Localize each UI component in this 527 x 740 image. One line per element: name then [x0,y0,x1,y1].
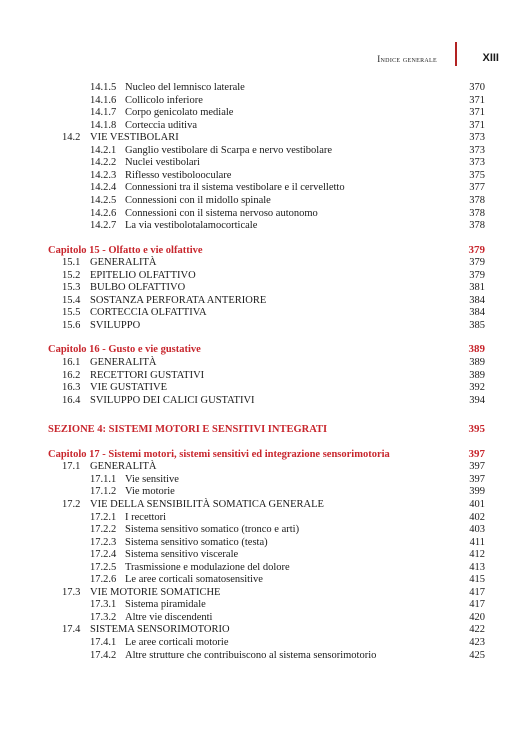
toc-entry-row[interactable] [0,131,527,144]
toc-entry-title: VIE MOTORIE SOMATICHE [90,586,221,598]
toc-entry-page: 379 [468,243,485,256]
toc-entry-page: 399 [469,486,485,498]
toc-entry-title: La via vestibolotalamocorticale [125,220,258,232]
toc-entry-title: GENERALITÀ [90,357,157,368]
toc-entry-title: GENERALITÀ [90,257,157,269]
toc-entry-number: 15.5 [62,307,81,319]
toc-entry-title: SISTEMA SENSORIMOTORIO [90,624,230,636]
toc-entry-page: 385 [469,319,485,331]
toc-entry-number: 16.4 [62,394,81,406]
toc-entry-number: 15.4 [62,294,81,306]
toc-entry-title: Corteccia uditiva [125,119,198,131]
toc-entry-title: SVILUPPO [90,319,141,331]
toc-entry-title: Altre strutture che contribuiscono al sistema sensorimotorio [125,649,377,661]
toc-entry-title: Ganglio vestibolare di Scarpa e nervo vestibolare [125,144,333,156]
toc-entry-row[interactable] [0,586,527,599]
toc-entry-row[interactable] [0,611,527,624]
toc-entry-number: 17.4 [62,624,81,636]
toc-entry-number: 17.4.2 [90,649,117,661]
toc-heading-row[interactable] [0,448,527,461]
toc-entry-page: 392 [469,382,485,394]
toc-entry-row[interactable] [0,523,527,536]
toc-entry-row[interactable] [0,623,527,636]
toc-entry-page: 402 [469,511,485,523]
toc-entry-page: 420 [469,611,485,623]
toc-entry-number: 14.2.1 [90,144,117,156]
toc-entry-page: 378 [469,220,485,232]
toc-entry-page: 395 [468,423,485,436]
toc-entry-row[interactable] [0,369,527,382]
toc-entry-number: 14.1.6 [90,94,117,106]
toc-entry-number: 17.2.1 [90,511,117,523]
toc-entry-title: Le aree corticali motorie [125,637,229,648]
toc-entry-number: 17.1 [62,461,81,473]
toc-entry-title: CORTECCIA OLFATTIVA [90,307,207,319]
toc-entry-title: I recettori [125,511,167,523]
toc-entry-title: Sistema sensitivo somatico (testa) [125,536,268,548]
toc-entry-title: Vie sensitive [125,473,179,485]
toc-entry-page: 411 [469,536,485,548]
toc-entry-page: 397 [469,461,485,473]
toc-entry-number: 14.1.7 [90,107,117,119]
toc-entry-row[interactable] [0,649,527,662]
toc-entry-title: RECETTORI GUSTATIVI [90,369,205,381]
toc-entry-title: GENERALITÀ [90,461,157,473]
toc-entry-row[interactable] [0,598,527,611]
toc-entry-page: 425 [469,649,485,661]
toc-entry-page: 373 [469,157,485,169]
toc-entry-row[interactable] [0,561,527,574]
toc-entry-row[interactable] [0,106,527,119]
toc-entry-title: SOSTANZA PERFORATA ANTERIORE [90,294,267,306]
toc-entry-number: 15.3 [62,282,81,294]
toc-entry-row[interactable] [0,356,527,369]
running-header-title: Indice generale [377,54,437,64]
toc-entry-row[interactable] [0,256,527,269]
toc-entry-row[interactable] [0,473,527,486]
toc-entry-row[interactable] [0,194,527,207]
toc-entry-title: Capitolo 17 - Sistemi motori, sistemi sensitivi ed integrazione sensorimotoria [48,448,390,460]
toc-entry-page: 397 [468,447,485,460]
toc-entry-page: 377 [469,182,485,194]
toc-entry-page: 379 [469,257,485,269]
toc-entry-title: VIE DELLA SENSIBILITÀ SOMATICA GENERALE [90,498,324,510]
toc-entry-page: 389 [469,369,485,381]
toc-entry-number: 17.2 [62,498,81,510]
toc-entry-number: 14.2.3 [90,169,117,181]
toc-entry-row[interactable] [0,81,527,94]
toc-entry-title: Vie motorie [125,486,175,498]
toc-entry-title: Nuclei vestibolari [125,157,200,169]
toc-entry-row[interactable] [0,548,527,561]
toc-entry-row[interactable] [0,460,527,473]
toc-entry-row[interactable] [0,94,527,107]
toc-entry-row[interactable] [0,269,527,282]
toc-entry-page: 381 [469,282,485,294]
toc-entry-page: 384 [469,307,485,319]
header-divider [455,42,457,66]
toc-entry-title: Trasmissione e modulazione del dolore [125,561,290,573]
toc-entry-title: BULBO OLFATTIVO [90,282,186,294]
toc-entry-page: 412 [469,549,485,561]
toc-entry-number: 17.2.2 [90,524,117,536]
toc-entry-title: Altre vie discendenti [125,611,213,623]
toc-entry-page: 389 [468,343,485,356]
toc-entry-page: 378 [469,194,485,206]
toc-entry-number: 14.2.6 [90,207,117,219]
toc-entry-title: Riflesso vestibolooculare [125,169,232,181]
toc-entry-page: 389 [469,357,485,368]
toc-entry-number: 14.1.5 [90,82,117,93]
toc-entry-page: 417 [469,599,485,611]
toc-entry-page: 415 [469,574,485,586]
toc-entry-page: 371 [469,119,485,131]
toc-entry-row[interactable] [0,536,527,549]
toc-entry-title: EPITELIO OLFATTIVO [90,269,196,281]
toc-entry-number: 14.2 [62,132,81,144]
toc-entry-page: 373 [469,144,485,156]
toc-heading-row[interactable] [0,244,527,257]
toc-entry-page: 373 [469,132,485,144]
toc-entry-title: Sistema sensitivo somatico (tronco e arti) [125,524,300,536]
toc-entry-page: 423 [469,637,485,648]
toc-entry-number: 14.2.2 [90,157,117,169]
toc-entry-row[interactable] [0,119,527,132]
toc-entry-number: 17.3.1 [90,599,117,611]
toc-entry-number: 16.3 [62,382,81,394]
toc-entry-page: 375 [469,169,485,181]
toc-entry-page: 422 [469,624,485,636]
toc-entry-number: 14.2.7 [90,220,117,232]
toc-entry-title: VIE VESTIBOLARI [90,132,179,144]
toc-entry-row[interactable] [0,156,527,169]
toc-entry-page: 371 [469,107,485,119]
toc-entry-page: 378 [469,207,485,219]
toc-entry-row[interactable] [0,636,527,649]
toc-entry-row[interactable] [0,144,527,157]
toc-entry-row[interactable] [0,511,527,524]
toc-entry-page: 413 [469,561,485,573]
toc-entry-page: 403 [469,524,485,536]
toc-entry-number: 17.1.2 [90,486,117,498]
toc-entry-page: 397 [469,473,485,485]
toc-entry-number: 17.2.4 [90,549,117,561]
toc-entry-row[interactable] [0,319,527,332]
toc-entry-page: 371 [469,94,485,106]
toc-entry-row[interactable] [0,306,527,319]
toc-entry-number: 14.1.8 [90,119,117,131]
toc-entry-number: 16.1 [62,357,81,368]
toc-entry-row[interactable] [0,485,527,498]
toc-entry-title: Capitolo 16 - Gusto e vie gustative [48,344,201,356]
toc-entry-number: 16.2 [62,369,81,381]
toc-entry-row[interactable] [0,219,527,232]
toc-entry-number: 17.2.6 [90,574,117,586]
toc-entry-title: Collicolo inferiore [125,94,203,106]
toc-entry-title: Sistema sensitivo viscerale [125,549,239,561]
toc-entry-number: 14.2.5 [90,194,117,206]
toc-entry-row[interactable] [0,169,527,182]
toc-entry-number: 17.1.1 [90,473,117,485]
toc-entry-number: 14.2.4 [90,182,117,194]
toc-entry-page: 384 [469,294,485,306]
toc-entry-title: Connessioni tra il sistema vestibolare e il cervelletto [125,182,345,194]
toc-entry-number: 15.2 [62,269,81,281]
toc-heading-row[interactable] [0,343,527,356]
toc-entry-row[interactable] [0,573,527,586]
toc-entry-number: 15.6 [62,319,81,331]
toc-entry-title: Connessioni con il sistema nervoso autonomo [125,207,318,219]
toc-entry-title: Le aree corticali somatosensitive [125,574,263,586]
toc-heading-row[interactable] [0,423,527,436]
toc-entry-number: 17.2.3 [90,536,117,548]
toc-entry-number: 15.1 [62,257,81,269]
toc-entry-title: SVILUPPO DEI CALICI GUSTATIVI [90,394,255,406]
toc-entry-title: SEZIONE 4: SISTEMI MOTORI E SENSITIVI INTEGRATI [48,424,328,436]
toc-entry-row[interactable] [0,394,527,407]
toc-entry-title: Connessioni con il midollo spinale [125,194,271,206]
toc-entry-row[interactable] [0,281,527,294]
toc-entry-row[interactable] [0,181,527,194]
toc-entry-row[interactable] [0,207,527,220]
toc-entry-title: Capitolo 15 - Olfatto e vie olfattive [48,244,203,256]
toc-entry-page: 401 [469,498,485,510]
toc-entry-page: 417 [469,586,485,598]
toc-entry-number: 17.3 [62,586,81,598]
toc-entry-number: 17.2.5 [90,561,117,573]
toc-entry-title: Nucleo del lemnisco laterale [125,82,245,93]
toc-entry-row[interactable] [0,294,527,307]
toc-entry-number: 17.4.1 [90,637,117,648]
toc-entry-row[interactable] [0,498,527,511]
toc-entry-title: Corpo genicolato mediale [125,107,234,119]
toc-entry-title: VIE GUSTATIVE [90,382,168,394]
toc-entry-page: 379 [469,269,485,281]
toc-entry-title: Sistema piramidale [125,599,206,611]
toc-entry-page: 394 [469,394,485,406]
toc-entry-row[interactable] [0,381,527,394]
page-number: XIII [482,52,499,64]
toc-entry-page: 370 [469,82,485,93]
toc-entry-number: 17.3.2 [90,611,117,623]
